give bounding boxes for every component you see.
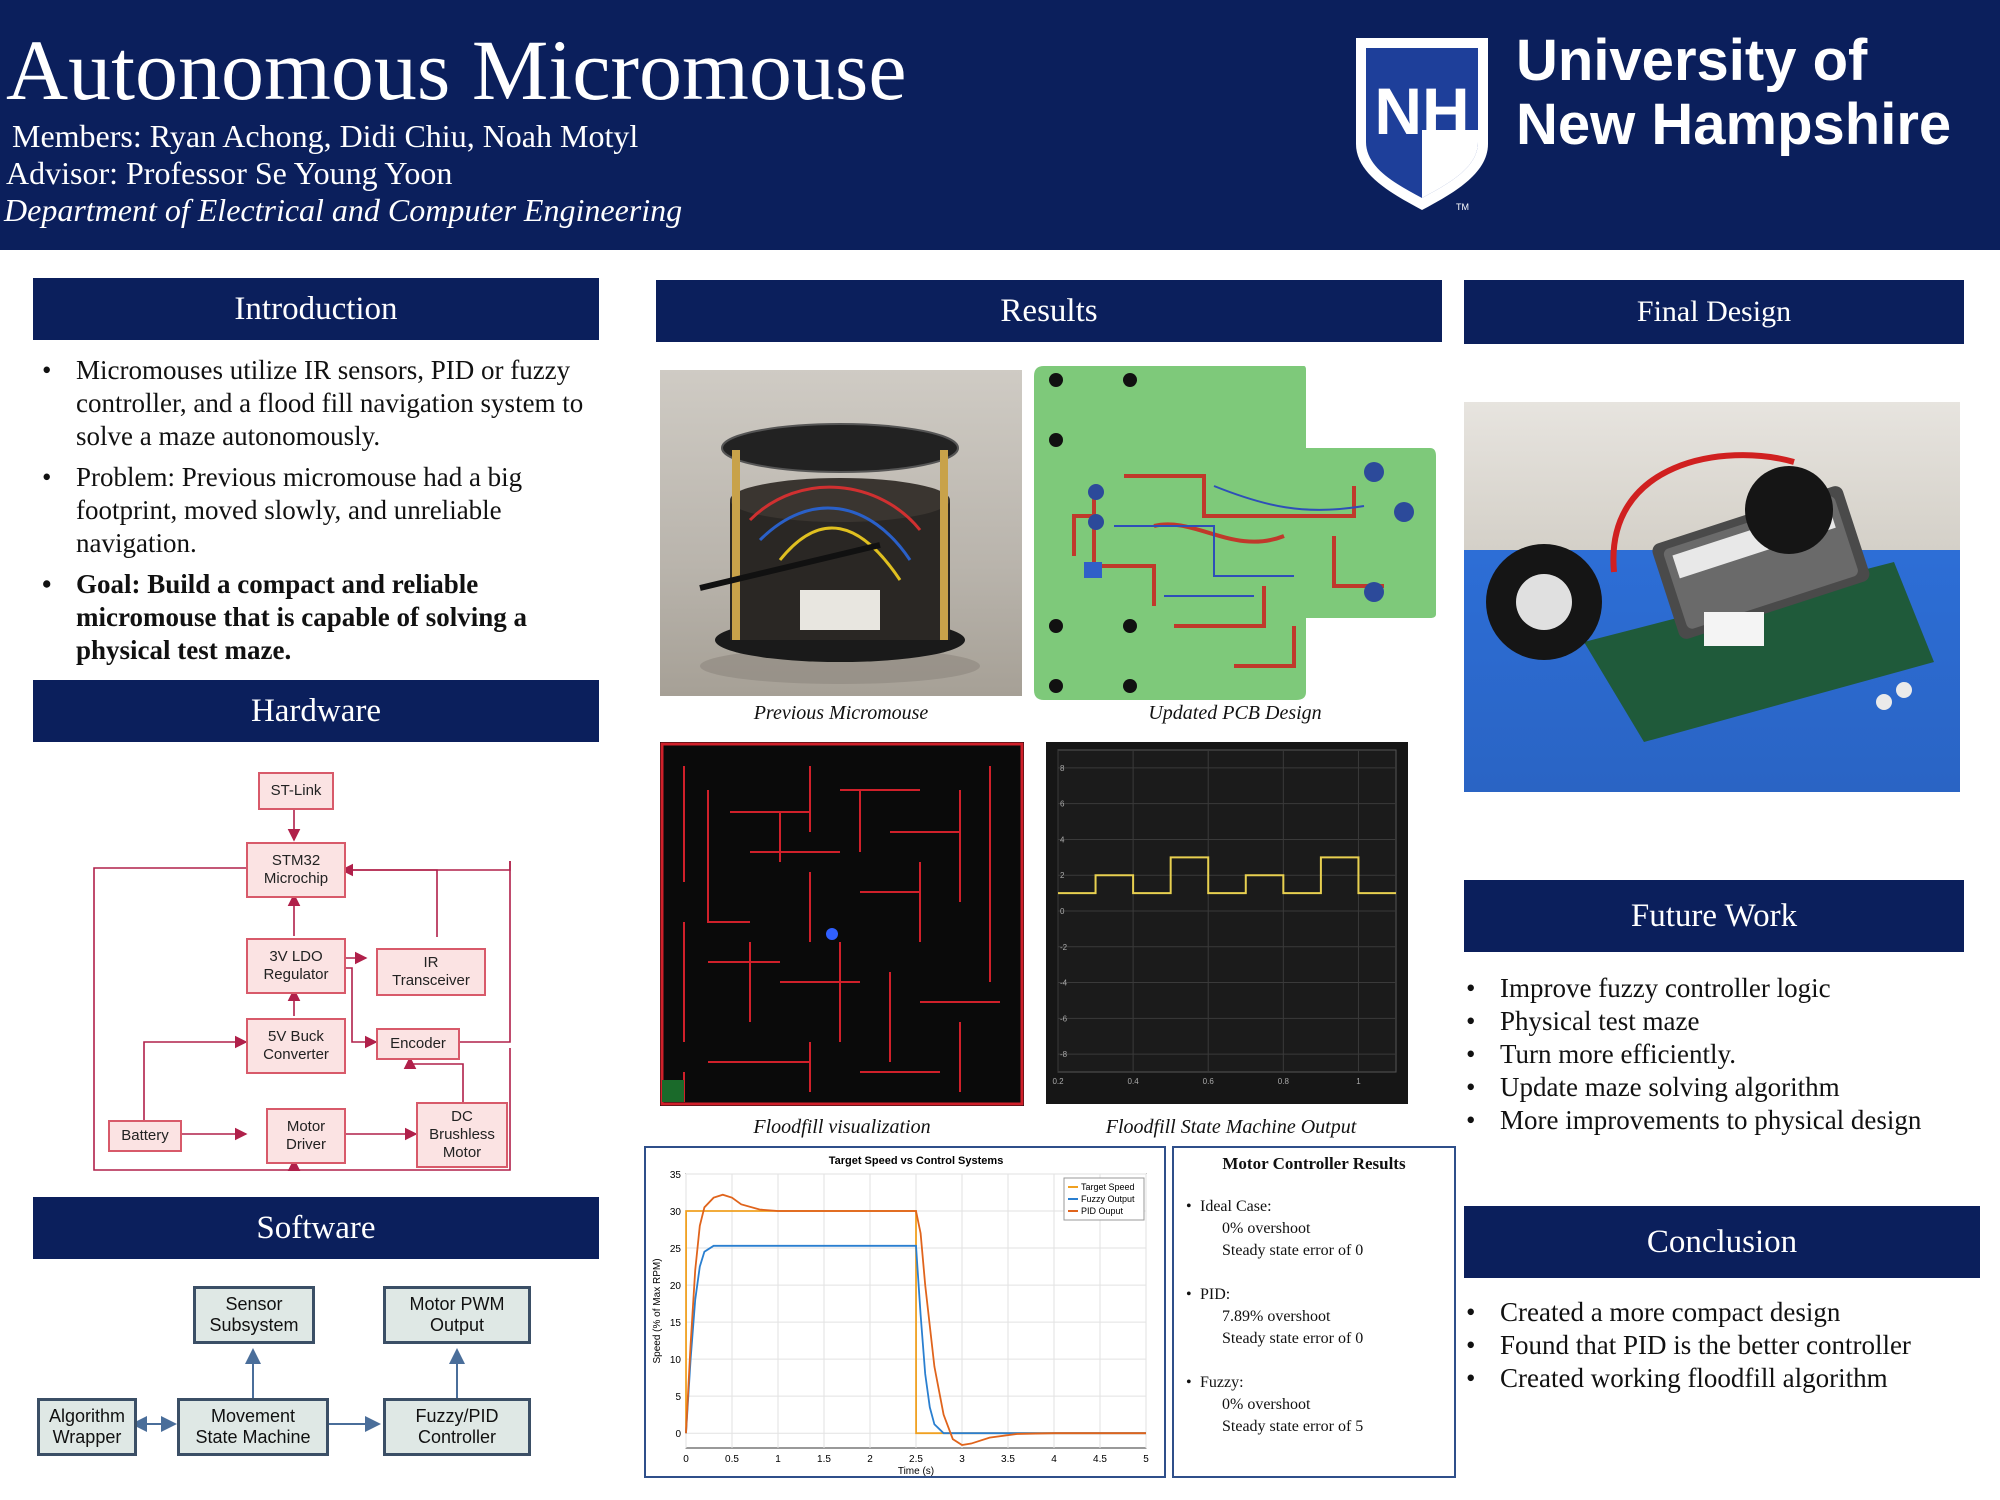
future-work-list	[1458, 972, 1978, 1137]
x-tick-label: 0.5	[725, 1454, 739, 1465]
y-tick-label: 5	[675, 1392, 681, 1404]
final-design-photo	[1464, 402, 1960, 792]
dc-motor-box: DC Brushless Motor	[416, 1102, 508, 1168]
x-tick-label: 2.5	[909, 1454, 923, 1465]
battery-box: Battery	[108, 1120, 182, 1152]
advisor-line: Advisor: Professor Se Young Yoon	[6, 155, 453, 191]
conclusion-bullet: • Created working floodfill algorithm	[1458, 1362, 1978, 1395]
logo-text-line1: University of	[1516, 28, 1868, 93]
y-tick-label: 4	[1060, 835, 1065, 845]
section-results: Results	[656, 280, 1442, 342]
x-tick-label: 0	[683, 1454, 689, 1465]
x-tick-label: 3	[959, 1454, 965, 1465]
encoder-box: Encoder	[376, 1028, 460, 1060]
controller-box: Fuzzy/PID Controller	[383, 1398, 531, 1456]
algorithm-wrapper-box: Algorithm Wrapper	[37, 1398, 137, 1456]
intro-bullet: • Problem: Previous micromouse had a big footprint, moved slowly, and unreliable navigation.	[34, 461, 600, 560]
x-tick-label: 2	[867, 1454, 873, 1465]
y-axis-label: Speed (% of Max RPM)	[652, 1258, 663, 1364]
y-tick-label: 35	[669, 1170, 681, 1181]
motor-pwm-box: Motor PWM Output	[383, 1286, 531, 1344]
y-tick-label: 20	[669, 1281, 681, 1293]
y-tick-label: 0	[1060, 907, 1065, 916]
y-tick-label: 8	[1060, 763, 1065, 773]
y-tick-label: 2	[1060, 871, 1065, 881]
legend-label: Fuzzy Output	[1081, 1194, 1135, 1204]
y-tick-label: 15	[669, 1318, 681, 1330]
y-tick-label: 6	[1060, 799, 1065, 809]
caption-floodfill: Floodfill visualization	[753, 1116, 931, 1138]
ideal-label-row: • Ideal Case:	[1186, 1198, 1272, 1215]
caption-state-machine: Floodfill State Machine Output	[1105, 1116, 1357, 1138]
ir-transceiver-box: IR Transceiver	[376, 948, 486, 996]
y-tick-label: -8	[1060, 1050, 1068, 1060]
pid-label: PID:	[1200, 1286, 1231, 1303]
section-software: Software	[33, 1197, 599, 1259]
maze-grid	[660, 742, 1024, 1106]
ideal-overshoot: 0% overshoot	[1222, 1220, 1311, 1237]
floodfill-visualization	[660, 742, 1024, 1106]
x-tick-label: 0.6	[1202, 1077, 1214, 1086]
motor-results-list	[1186, 1196, 1448, 1438]
pid-label-row: • PID:	[1186, 1286, 1231, 1303]
poster-header	[0, 0, 2000, 250]
target-speed-chart-svg	[646, 1148, 1164, 1476]
motor-driver-box: Motor Driver	[266, 1108, 346, 1164]
section-final-design: Final Design	[1464, 280, 1964, 344]
fuzzy-label-row: • Fuzzy:	[1186, 1374, 1244, 1391]
sensor-subsystem-box: Sensor Subsystem	[193, 1286, 315, 1344]
x-tick-label: 4.5	[1093, 1454, 1107, 1465]
x-tick-label: 1	[1356, 1077, 1361, 1086]
members-line: Members: Ryan Achong, Didi Chiu, Noah Motyl	[12, 118, 639, 154]
state-machine-plot-svg	[1046, 742, 1408, 1104]
pid-error: Steady state error of 0	[1222, 1330, 1364, 1347]
conclusion-bullet: • Created a more compact design	[1458, 1296, 1978, 1329]
y-tick-label: -2	[1060, 942, 1068, 952]
future-bullet: • Improve fuzzy controller logic	[1458, 972, 1978, 1005]
introduction-list	[34, 354, 600, 667]
y-tick-label: 0	[675, 1429, 681, 1441]
chart-title: Target Speed vs Control Systems	[828, 1155, 1004, 1167]
stm32-box: STM32 Microchip	[246, 842, 346, 898]
caption-previous-micromouse: Previous Micromouse	[753, 702, 929, 724]
st-link-box: ST-Link	[258, 772, 334, 810]
x-tick-label: 0.4	[1127, 1077, 1139, 1086]
legend-label: PID Ouput	[1081, 1206, 1124, 1216]
fuzzy-overshoot: 0% overshoot	[1222, 1396, 1311, 1413]
section-conclusion: Conclusion	[1464, 1206, 1980, 1278]
intro-bullet: • Micromouses utilize IR sensors, PID or fuzzy controller, and a flood fill navigation system to solve a maze autonomously.	[34, 354, 600, 453]
y-tick-label: -4	[1060, 978, 1068, 988]
x-tick-label: 5	[1143, 1454, 1149, 1465]
robot-illustration	[660, 370, 1022, 696]
target-speed-chart	[644, 1146, 1166, 1478]
future-bullet: • More improvements to physical design	[1458, 1104, 1978, 1137]
x-tick-label: 1	[775, 1454, 781, 1465]
section-hardware: Hardware	[33, 680, 599, 742]
intro-bullet: • Goal: Build a compact and reliable micromouse that is capable of solving a physical test maze.	[34, 568, 600, 667]
x-tick-label: 0.8	[1277, 1077, 1289, 1086]
logo-tm-text: TM	[1456, 202, 1469, 212]
logo-text-line2: New Hampshire	[1516, 92, 1952, 157]
fuzzy-error: Steady state error of 5	[1222, 1418, 1364, 1435]
department-line: Department of Electrical and Computer Engineering	[4, 192, 683, 228]
future-bullet: • Update maze solving algorithm	[1458, 1071, 1978, 1104]
ideal-label: Ideal Case:	[1200, 1198, 1272, 1215]
fuzzy-label: Fuzzy:	[1200, 1374, 1244, 1391]
section-future-work: Future Work	[1464, 880, 1964, 952]
movement-state-machine-box: Movement State Machine	[177, 1398, 329, 1456]
final-robot-illustration	[1464, 402, 1960, 792]
conclusion-list	[1458, 1296, 1978, 1395]
pid-overshoot: 7.89% overshoot	[1222, 1308, 1331, 1325]
x-tick-label: 4	[1051, 1454, 1057, 1465]
section-introduction: Introduction	[33, 278, 599, 340]
y-tick-label: -6	[1060, 1014, 1068, 1024]
y-tick-label: 25	[669, 1244, 681, 1256]
y-tick-label: 10	[669, 1355, 681, 1367]
pcb-design-image	[1034, 366, 1436, 700]
x-axis-label: Time (s)	[897, 1466, 935, 1476]
buck-converter-box: 5V Buck Converter	[246, 1018, 346, 1074]
x-tick-label: 3.5	[1001, 1454, 1015, 1465]
future-bullet: • Physical test maze	[1458, 1005, 1978, 1038]
future-bullet: • Turn more efficiently.	[1458, 1038, 1978, 1071]
ideal-error: Steady state error of 0	[1222, 1242, 1364, 1259]
caption-pcb-design: Updated PCB Design	[1148, 702, 1322, 724]
previous-micromouse-photo	[660, 370, 1022, 696]
legend-label: Target Speed	[1081, 1182, 1135, 1192]
pcb-layout-illustration	[1034, 366, 1436, 700]
conclusion-bullet: • Found that PID is the better controller	[1458, 1329, 1978, 1362]
ldo-box: 3V LDO Regulator	[246, 938, 346, 994]
hardware-diagram	[80, 768, 530, 1178]
y-tick-label: 30	[669, 1207, 681, 1219]
motor-results-box	[1172, 1146, 1456, 1478]
unh-shield-icon	[1352, 34, 1512, 214]
motor-results-title: Motor Controller Results	[1222, 1154, 1406, 1173]
poster-title: Autonomous Micromouse	[6, 22, 907, 118]
x-tick-label: 0.2	[1052, 1077, 1064, 1086]
state-machine-plot	[1046, 742, 1408, 1104]
x-tick-label: 1.5	[817, 1454, 831, 1465]
logo-mark-text: NH	[1374, 74, 1470, 148]
software-diagram	[33, 1280, 553, 1470]
